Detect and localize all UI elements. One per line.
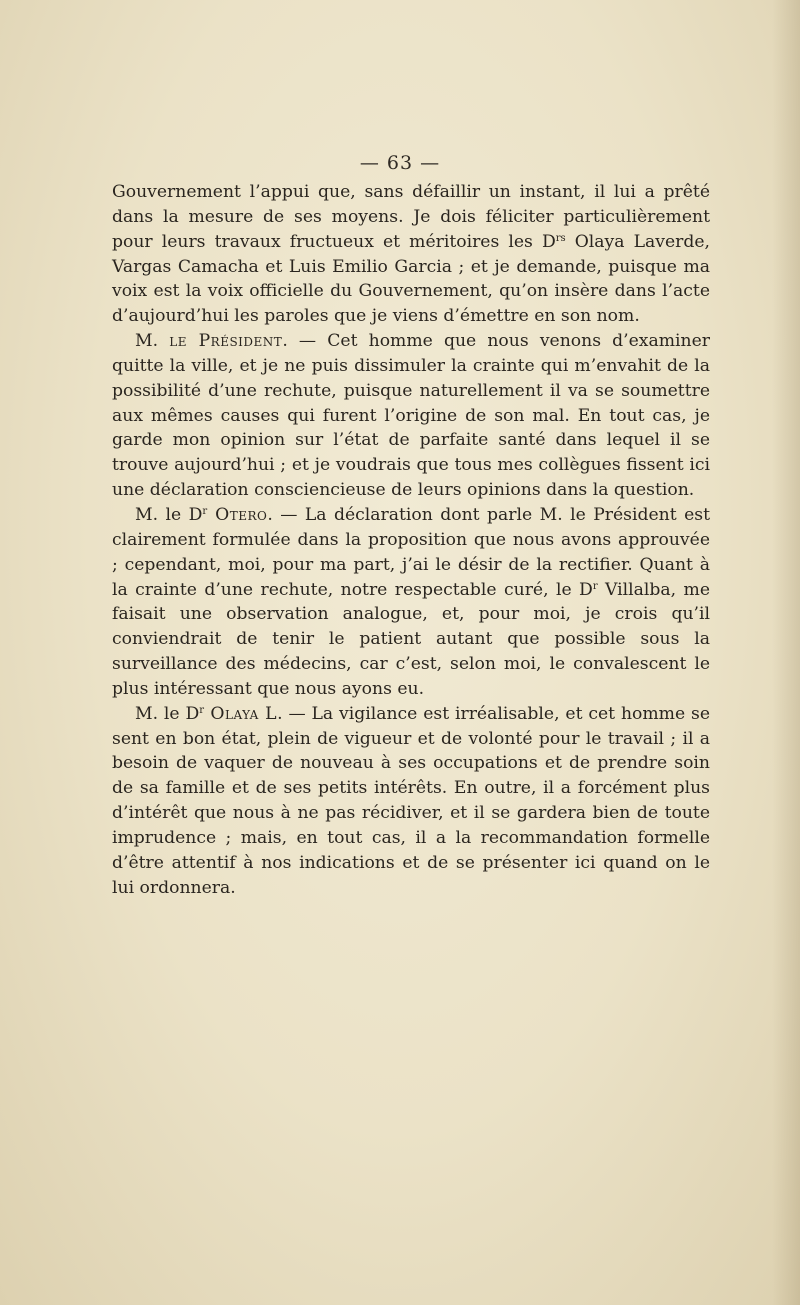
page-number: — 63 — [359,152,441,174]
paragraph-text: . — La déclaration dont parle M. le Président est clairement formulée dans la proposition que nous avons approuvée ; cependant, moi, pour ma part, j’ai le désir de la rectifier. Quant à la crainte d’une rechute, notre respectable curé, le D [112,504,710,600]
speaker-prefix: M. le D [135,703,200,724]
paragraph-text: . — Cet homme que nous venons d’examiner quitte la ville, et je ne puis dissimuler la crainte qui m’envahit de la possibilité d’une rechute, puisque naturellement il va se soumettre aux mêmes causes qui furent l’origine de son mal. En tout cas, je garde mon opinion sur l’état de parfaite santé dans lequel il se trouve aujourd’hui ; et je voudrais que tous mes collègues fissent ici une déclaration consciencieuse de leurs opinions dans la question. [112,331,710,501]
paragraph-text: Gouvernement l’appui que, sans défaillir un instant, il lui a prêté dans la mesure de ses moyens. Je dois féliciter particulièrement pour leurs travaux fructueux et méritoires les D [112,182,710,252]
body-text [112,180,710,900]
paragraph-otero [112,503,710,702]
page-edge-shadow [772,0,800,1305]
superscript: r [592,580,598,592]
paragraph-text: . — La vigilance est irréalisable, et cet homme se sent en bon état, plein de vigueur et de volonté pour le travail ; il a besoin de vaquer de nouveau à ses occupations et de prendre soin de sa famille et de ses petits intérêts. En outre, il a forcément plus d’intérêt que nous à ne pas récidiver, et il se gardera bien de toute imprudence ; mais, en tout cas, il a la recommandation formelle d’être attentif à nos indications et de se présenter ici quand on le lui ordonnera. [112,703,710,898]
speaker-prefix: M. le D [135,504,203,525]
superscript: rs [555,232,566,244]
paragraph-text: Villalba, me faisait une observation analogue, et, pour moi, je crois qu’il conviendrait de tenir le patient autant que possible sous la surveillance des médecins, car c’est, selon moi, le convalescent le plus intéressant que nous ayons eu. [112,579,710,699]
speaker-prefix: M. [135,331,170,352]
paragraph-olaya [112,702,710,901]
paragraph-continuation [112,180,710,329]
speaker-name: Olaya L [204,703,278,724]
speaker-name: le Président [169,331,283,352]
superscript: r [202,505,208,517]
paragraph-text: Olaya Laverde, Vargas Camacha et Luis Emilio Garcia ; et je demande, puisque ma voix est la voix officielle du Gouvernement, qu’on insère dans l’acte d’aujourd’hui les paroles que je viens d’émettre en son nom. [112,231,710,327]
superscript: r [199,704,205,716]
speaker-name: Otero [207,504,268,525]
paragraph-president [112,329,710,503]
